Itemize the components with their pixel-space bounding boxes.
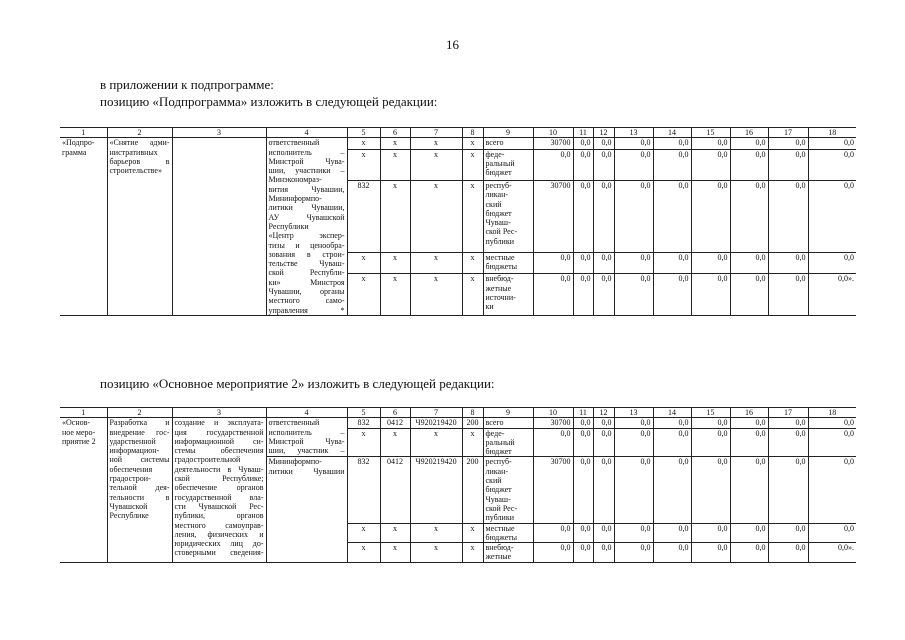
col-header: 12 — [593, 128, 614, 138]
cell-text-line: бюджет — [485, 485, 512, 495]
value-cell: 0,0 — [593, 428, 614, 457]
expense-type-cell: х — [462, 180, 483, 252]
cell-text-line: «Снятие адми- — [109, 138, 170, 148]
value-cell: 0,0 — [573, 252, 593, 273]
section-code-cell: х — [380, 428, 410, 457]
col-header: 17 — [768, 128, 808, 138]
value-cell: 0,0 — [768, 428, 808, 457]
funding-source-cell — [483, 149, 533, 180]
cell-text-line: внебюд- — [485, 543, 514, 553]
cell-text-line: деятельности в Чуваш- — [174, 464, 264, 474]
value-cell: 0,0 — [768, 457, 808, 523]
col-header: 4 — [266, 408, 347, 418]
cell-text-line: местные — [485, 252, 515, 262]
funding-source-cell — [483, 457, 533, 523]
section-code-cell: х — [380, 252, 410, 273]
col-header: 1 — [60, 128, 107, 138]
cell-text-line: публики — [485, 236, 514, 246]
value-cell: 0,0 — [768, 543, 808, 563]
cell-text-line: исполнитель – — [268, 147, 345, 157]
cell-text-line: ский — [485, 199, 502, 209]
col-header: 3 — [172, 408, 266, 418]
funding-source-cell — [483, 180, 533, 252]
cell-text-line: управления * — [268, 305, 345, 315]
funding-source-cell — [483, 523, 533, 543]
funding-source-cell — [483, 418, 533, 428]
title-cell — [107, 138, 172, 316]
cell-text-line: обеспечения — [109, 464, 153, 474]
cell-text-line: жетные — [485, 283, 512, 293]
value-cell: 0,0 — [614, 274, 653, 316]
value-cell: 0,0 — [573, 523, 593, 543]
value-cell: 0,0 — [691, 457, 730, 523]
section-code-cell: х — [380, 274, 410, 316]
cell-text-line: ликан- — [485, 190, 509, 200]
expense-type-cell: х — [462, 543, 483, 563]
cell-text-line: бюджет — [485, 168, 512, 178]
cell-text-line: бюджет — [485, 447, 512, 457]
value-cell: 0,0 — [653, 180, 691, 252]
col-header: 13 — [614, 128, 653, 138]
cell-text-line: Чувашии, органы — [268, 287, 345, 297]
cell-text-line: грамма — [62, 147, 87, 157]
value-cell: 0,0 — [653, 274, 691, 316]
cell-text-line: нистративных — [109, 147, 158, 157]
page-number: 16 — [446, 37, 459, 52]
value-cell: 0,0 — [533, 274, 573, 316]
col-header: 18 — [808, 408, 856, 418]
grbs-code-cell: х — [347, 543, 380, 563]
target-article-cell: х — [410, 428, 462, 457]
cell-text-line: Мининформпо- — [268, 194, 322, 204]
cell-text-line: внедрение гос- — [109, 427, 170, 437]
funding-source-cell — [483, 138, 533, 149]
value-cell: 0,0 — [593, 543, 614, 563]
value-cell: 0,0 — [808, 138, 856, 149]
cell-text-line: Минстрой Чува- — [268, 156, 345, 166]
header-row — [60, 128, 856, 138]
value-cell: 0,0 — [653, 428, 691, 457]
cell-text-line: зования в строи- — [268, 249, 345, 259]
value-cell: 0,0 — [768, 180, 808, 252]
cell-text-line: сти Чувашской Рес- — [174, 501, 264, 511]
col-header: 16 — [730, 408, 768, 418]
col-header: 14 — [653, 408, 691, 418]
value-cell: 0,0 — [808, 149, 856, 180]
value-cell: 0,0 — [593, 252, 614, 273]
expense-type-cell: х — [462, 138, 483, 149]
value-cell: 0,0 — [653, 457, 691, 523]
value-cell: 0,0 — [768, 149, 808, 180]
cell-text-line: всего — [485, 418, 504, 428]
expense-type-cell: х — [462, 523, 483, 543]
cell-text-line: внебюд- — [485, 274, 514, 284]
value-cell: 0,0 — [593, 149, 614, 180]
cell-text-line: жетные — [485, 552, 512, 562]
col-header: 10 — [533, 408, 573, 418]
value-cell: 0,0 — [691, 252, 730, 273]
col-header: 15 — [691, 128, 730, 138]
value-cell: 0,0 — [730, 274, 768, 316]
cell-text-line: ударственной — [109, 436, 156, 446]
title-cell — [107, 418, 172, 562]
value-cell: 0,0 — [573, 274, 593, 316]
cell-text-line: публики, органов — [174, 511, 264, 521]
funding-source-cell — [483, 274, 533, 316]
value-cell: 0,0 — [691, 274, 730, 316]
cell-text-line: Республике — [109, 511, 149, 521]
col-header: 12 — [593, 408, 614, 418]
cell-text-line: Разработка и — [109, 418, 170, 428]
funding-source-cell — [483, 252, 533, 273]
value-cell: 0,0 — [573, 457, 593, 523]
value-cell: 0,0 — [808, 252, 856, 273]
value-cell: 0,0 — [808, 418, 856, 428]
cell-text-line: феде- — [485, 428, 505, 438]
cell-text-line: бюджеты — [485, 262, 518, 272]
value-cell: 0,0 — [573, 418, 593, 428]
value-cell: 0,0 — [614, 138, 653, 149]
cell-text-line: тельстве Чуваш- — [268, 259, 345, 269]
value-cell: 0,0 — [808, 428, 856, 457]
cell-text-line: АУ Чувашской — [268, 212, 345, 222]
description-cell — [172, 138, 266, 316]
funding-source-cell — [483, 543, 533, 563]
col-header: 7 — [410, 128, 462, 138]
cell-text-line: государственной вла- — [174, 492, 264, 502]
cell-text-line: вития Чувашии, — [268, 184, 345, 194]
value-cell: 0,0 — [768, 274, 808, 316]
intro-line-1: в приложении к подпрограмме: — [100, 77, 274, 92]
col-header: 6 — [380, 128, 410, 138]
cell-text-line: юридических лиц до- — [174, 539, 264, 549]
table-row — [60, 138, 856, 149]
value-cell: 0,0 — [593, 274, 614, 316]
cell-text-line: обеспечение органов — [174, 483, 264, 493]
cell-text-line: ки — [485, 302, 494, 312]
expense-type-cell: х — [462, 252, 483, 273]
value-cell: 0,0 — [768, 252, 808, 273]
value-cell: 0,0 — [730, 180, 768, 252]
value-cell: 0,0 — [730, 138, 768, 149]
col-header: 6 — [380, 408, 410, 418]
cell-text-line: Чуваш- — [485, 494, 511, 504]
col-header: 8 — [462, 408, 483, 418]
cell-text-line: Чуваш- — [485, 218, 511, 228]
value-cell: 30700 — [533, 418, 573, 428]
executor-cell — [266, 418, 347, 457]
cell-text-line: Минэкономраз- — [268, 175, 322, 185]
main-activity-table — [60, 407, 856, 563]
col-header: 13 — [614, 408, 653, 418]
program-name-cell — [60, 138, 107, 316]
grbs-code-cell: х — [347, 523, 380, 543]
col-header: 17 — [768, 408, 808, 418]
cell-text-line: создание и эксплуата- — [174, 418, 264, 428]
value-cell: 0,0 — [653, 543, 691, 563]
value-cell: 0,0 — [614, 418, 653, 428]
cell-text-line: ция государственной — [174, 427, 264, 437]
cell-text-line: градостроительной — [174, 455, 241, 465]
col-header: 8 — [462, 128, 483, 138]
value-cell: 0,0 — [653, 418, 691, 428]
cell-text-line: исполнитель – — [268, 427, 345, 437]
program-name-cell — [60, 418, 107, 562]
target-article-cell: Ч920219420 — [410, 418, 462, 428]
section-code-cell: х — [380, 138, 410, 149]
value-cell: 0,0 — [593, 457, 614, 523]
value-cell: 0,0 — [614, 180, 653, 252]
cell-text-line: источни- — [485, 292, 516, 302]
subprogram-table — [60, 127, 856, 316]
col-header: 11 — [573, 128, 593, 138]
cell-text-line: тельности в — [109, 492, 170, 502]
cell-text-line: местного самоуправ- — [174, 520, 264, 530]
cell-text-line: литики Чувашии — [268, 466, 345, 476]
cell-text-line: Мининформпо- — [268, 457, 322, 467]
cell-text-line: тизы и ценообра- — [268, 240, 345, 250]
cell-text-line: барьеров в — [109, 156, 170, 166]
cell-text-line: стоверными сведения- — [174, 548, 264, 558]
section-code-cell: х — [380, 149, 410, 180]
cell-text-line: феде- — [485, 149, 505, 159]
expense-type-cell: 200 — [462, 457, 483, 523]
value-cell: 0,0 — [730, 457, 768, 523]
expense-type-cell: х — [462, 428, 483, 457]
table-row — [60, 418, 856, 428]
value-cell: 30700 — [533, 180, 573, 252]
col-header: 11 — [573, 408, 593, 418]
section-code-cell: 0412 — [380, 457, 410, 523]
funding-source-cell — [483, 428, 533, 457]
value-cell: 0,0 — [653, 138, 691, 149]
expense-type-cell: х — [462, 149, 483, 180]
value-cell: 0,0 — [730, 428, 768, 457]
value-cell: 0,0 — [614, 523, 653, 543]
target-article-cell: х — [410, 543, 462, 563]
value-cell: 0,0 — [730, 418, 768, 428]
cell-text-line: шии, участник – — [268, 446, 345, 456]
target-article-cell: Ч920219420 — [410, 457, 462, 523]
cell-text-line: «Основ- — [62, 418, 91, 428]
cell-text-line: информационной си- — [174, 436, 264, 446]
value-cell: 0,0 — [533, 428, 573, 457]
target-article-cell: х — [410, 274, 462, 316]
cell-text-line: публики — [485, 513, 514, 523]
cell-text-line: ральный — [485, 158, 515, 168]
value-cell: 0,0 — [730, 149, 768, 180]
grbs-code-cell: х — [347, 428, 380, 457]
cell-text-line: всего — [485, 138, 504, 148]
value-cell: 0,0 — [691, 180, 730, 252]
value-cell: 0,0 — [573, 138, 593, 149]
cell-text-line: строительстве» — [109, 166, 162, 176]
value-cell: 0,0 — [653, 523, 691, 543]
value-cell: 0,0 — [808, 523, 856, 543]
col-header: 5 — [347, 128, 380, 138]
value-cell: 0,0 — [533, 523, 573, 543]
value-cell: 0,0 — [533, 252, 573, 273]
value-cell: 0,0 — [691, 428, 730, 457]
value-cell: 0,0 — [614, 428, 653, 457]
col-header: 18 — [808, 128, 856, 138]
grbs-code-cell: 832 — [347, 180, 380, 252]
col-header: 5 — [347, 408, 380, 418]
col-header: 4 — [266, 128, 347, 138]
intro-line-2: позицию «Подпрограмма» изложить в следующей редакции: — [100, 94, 438, 109]
value-cell: 0,0 — [691, 523, 730, 543]
section-code-cell: х — [380, 543, 410, 563]
executor-cell — [266, 138, 347, 316]
value-cell: 0,0 — [593, 138, 614, 149]
cell-text-line: Минстрой Чува- — [268, 436, 345, 446]
value-cell: 0,0 — [808, 180, 856, 252]
cell-text-line: ответственный — [268, 138, 320, 148]
value-cell: 0,0 — [808, 457, 856, 523]
value-cell: 0,0 — [730, 252, 768, 273]
value-cell: 0,0 — [593, 523, 614, 543]
value-cell: 0,0 — [614, 457, 653, 523]
target-article-cell: х — [410, 180, 462, 252]
value-cell: 0,0 — [593, 418, 614, 428]
description-cell — [172, 418, 266, 562]
value-cell: 0,0 — [614, 252, 653, 273]
grbs-code-cell: х — [347, 138, 380, 149]
value-cell: 0,0 — [533, 149, 573, 180]
value-cell: 0,0 — [653, 252, 691, 273]
col-header: 2 — [107, 408, 172, 418]
col-header: 9 — [483, 408, 533, 418]
value-cell: 0,0 — [691, 138, 730, 149]
cell-text-line: Республики — [268, 221, 309, 231]
cell-text-line: «Подпро- — [62, 138, 95, 148]
heading-table-2: позицию «Основное мероприятие 2» изложить в следующей редакции: — [100, 376, 495, 391]
expense-type-cell: 200 — [462, 418, 483, 428]
cell-text-line: тельной дея- — [109, 483, 170, 493]
value-cell: 0,0 — [691, 149, 730, 180]
value-cell: 0,0 — [768, 138, 808, 149]
value-cell: 0,0 — [768, 523, 808, 543]
value-cell: 0,0 — [691, 418, 730, 428]
col-header: 15 — [691, 408, 730, 418]
value-cell: 0,0 — [593, 180, 614, 252]
cell-text-line: ральный — [485, 437, 515, 447]
cell-text-line: ответственный — [268, 418, 320, 428]
value-cell: 0,0». — [808, 543, 856, 563]
cell-text-line: шии, участники – — [268, 166, 345, 176]
section-code-cell: 0412 — [380, 418, 410, 428]
col-header: 16 — [730, 128, 768, 138]
value-cell: 0,0 — [730, 523, 768, 543]
value-cell: 0,0 — [573, 149, 593, 180]
cell-text-line: местные — [485, 523, 515, 533]
target-article-cell: х — [410, 523, 462, 543]
value-cell: 0,0 — [614, 543, 653, 563]
cell-text-line: «Центр экспер- — [268, 231, 345, 241]
cell-text-line: градострои- — [109, 474, 151, 484]
cell-text-line: стемы обеспечения — [174, 446, 264, 456]
grbs-code-cell: 832 — [347, 418, 380, 428]
col-header: 2 — [107, 128, 172, 138]
cell-text-line: ликан- — [485, 466, 509, 476]
cell-text-line: ной системы — [109, 455, 170, 465]
col-header: 14 — [653, 128, 691, 138]
col-header: 9 — [483, 128, 533, 138]
cell-text-line: ской Рес- — [485, 227, 518, 237]
section-code-cell: х — [380, 180, 410, 252]
value-cell: 0,0 — [573, 180, 593, 252]
cell-text-line: бюджеты — [485, 532, 518, 542]
value-cell: 0,0 — [533, 543, 573, 563]
cell-text-line: респуб- — [485, 457, 512, 467]
grbs-code-cell: 832 — [347, 457, 380, 523]
grbs-code-cell: х — [347, 252, 380, 273]
value-cell: 0,0 — [691, 543, 730, 563]
col-header: 1 — [60, 408, 107, 418]
value-cell: 0,0». — [808, 274, 856, 316]
cell-text-line: ное меро- — [62, 427, 96, 437]
col-header: 3 — [172, 128, 266, 138]
cell-text-line: ской Республи- — [268, 268, 345, 278]
target-article-cell: х — [410, 252, 462, 273]
cell-text-line: ский — [485, 476, 502, 486]
cell-text-line: литики Чувашии, — [268, 203, 345, 213]
cell-text-line: ской Рес- — [485, 503, 518, 513]
cell-text-line: Чувашской — [109, 501, 148, 511]
executor-cell — [266, 457, 347, 562]
target-article-cell: х — [410, 138, 462, 149]
cell-text-line: приятие 2 — [62, 436, 96, 446]
col-header: 10 — [533, 128, 573, 138]
value-cell: 30700 — [533, 138, 573, 149]
value-cell: 0,0 — [573, 428, 593, 457]
cell-text-line: ления, физических и — [174, 529, 264, 539]
cell-text-line: бюджет — [485, 208, 512, 218]
value-cell: 0,0 — [768, 418, 808, 428]
value-cell: 0,0 — [573, 543, 593, 563]
value-cell: 0,0 — [653, 149, 691, 180]
cell-text-line: респуб- — [485, 180, 512, 190]
cell-text-line: ки» Минстроя — [268, 277, 345, 287]
expense-type-cell: х — [462, 274, 483, 316]
target-article-cell: х — [410, 149, 462, 180]
col-header: 7 — [410, 408, 462, 418]
value-cell: 30700 — [533, 457, 573, 523]
section-code-cell: х — [380, 523, 410, 543]
value-cell: 0,0 — [614, 149, 653, 180]
grbs-code-cell: х — [347, 149, 380, 180]
cell-text-line: информацион- — [109, 446, 160, 456]
cell-text-line: ской Республике; — [174, 474, 264, 484]
cell-text-line: местного само- — [268, 296, 345, 306]
value-cell: 0,0 — [730, 543, 768, 563]
grbs-code-cell: х — [347, 274, 380, 316]
header-row — [60, 408, 856, 418]
